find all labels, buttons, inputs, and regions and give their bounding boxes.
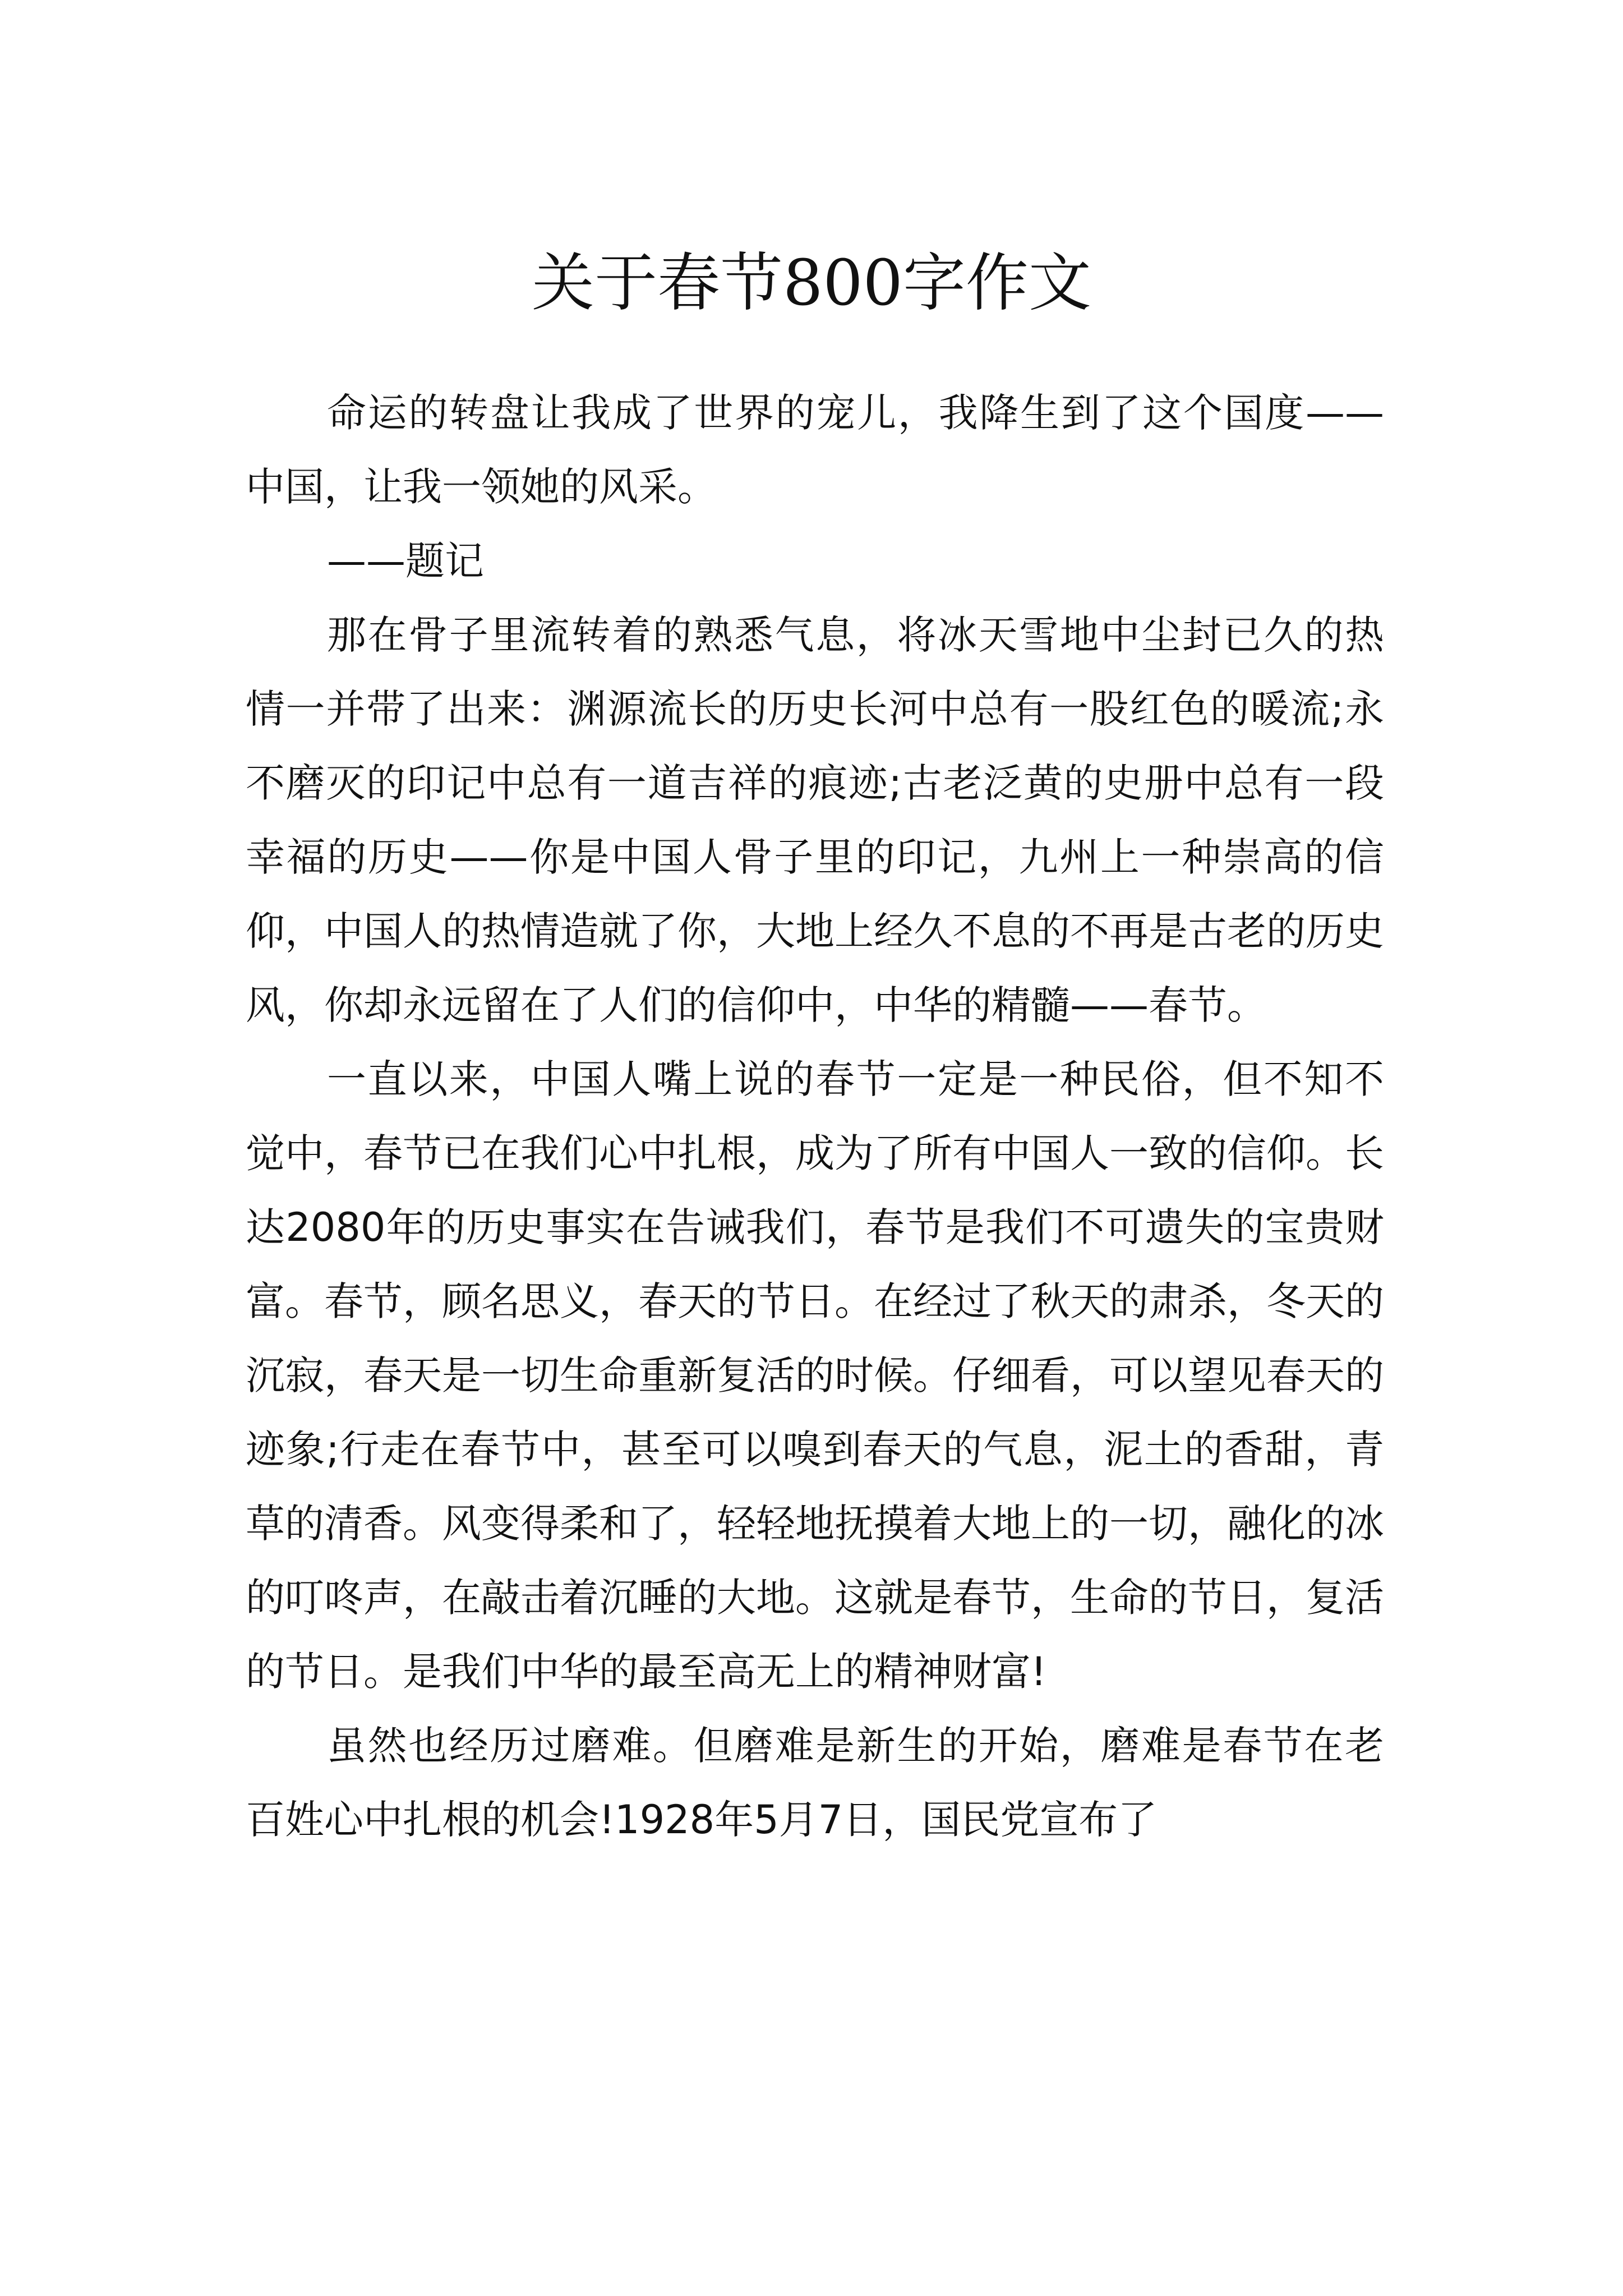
document-title: 关于春节800字作文 [532, 247, 1091, 320]
paragraph-epigraph: 命运的转盘让我成了世界的宠儿，我降生到了这个国度——中国，让我一领她的风采。 [246, 390, 1384, 510]
paragraph: 一直以来，中国人嘴上说的春节一定是一种民俗，但不知不觉中，春节已在我们心中扎根，成为了所有中国人一致的信仰。长达2080年的历史事实在告诫我们，春节是我们不可遗失的宝贵财富。春节，顾名思义，春天的节日。在经过了秋天的肃杀，冬天的沉寂，春天是一切生命重新复活的时候。仔细看，可以望见春天的迹象;行走在春节中，甚至可以嗅到春天的气息，泥土的香甜，青草的清香。风变得柔和了，轻轻地抚摸着大地上的一切，融化的冰的叮咚声，在敲击着沉睡的大地。这就是春节，生命的节日，复活的节日。是我们中华的最至高无上的精神财富! [246, 1056, 1384, 1695]
paragraph-epigraph-attribution: ——题记 [327, 538, 484, 584]
paragraph: 虽然也经历过磨难。但磨难是新生的开始，磨难是春节在老百姓心中扎根的机会!1928年5月7日，国民党宣布了 [246, 1723, 1384, 1843]
paragraph: 那在骨子里流转着的熟悉气息，将冰天雪地中尘封已久的热情一并带了出来：渊源流长的历史长河中总有一股红色的暖流;永不磨灭的印记中总有一道吉祥的痕迹;古老泛黄的史册中总有一段幸福的历史——你是中国人骨子里的印记，九州上一种崇高的信仰，中国人的热情造就了你，大地上经久不息的不再是古老的历史风，你却永远留在了人们的信仰中，中华的精髓——春节。 [246, 612, 1384, 1028]
document-body [246, 376, 1384, 1857]
